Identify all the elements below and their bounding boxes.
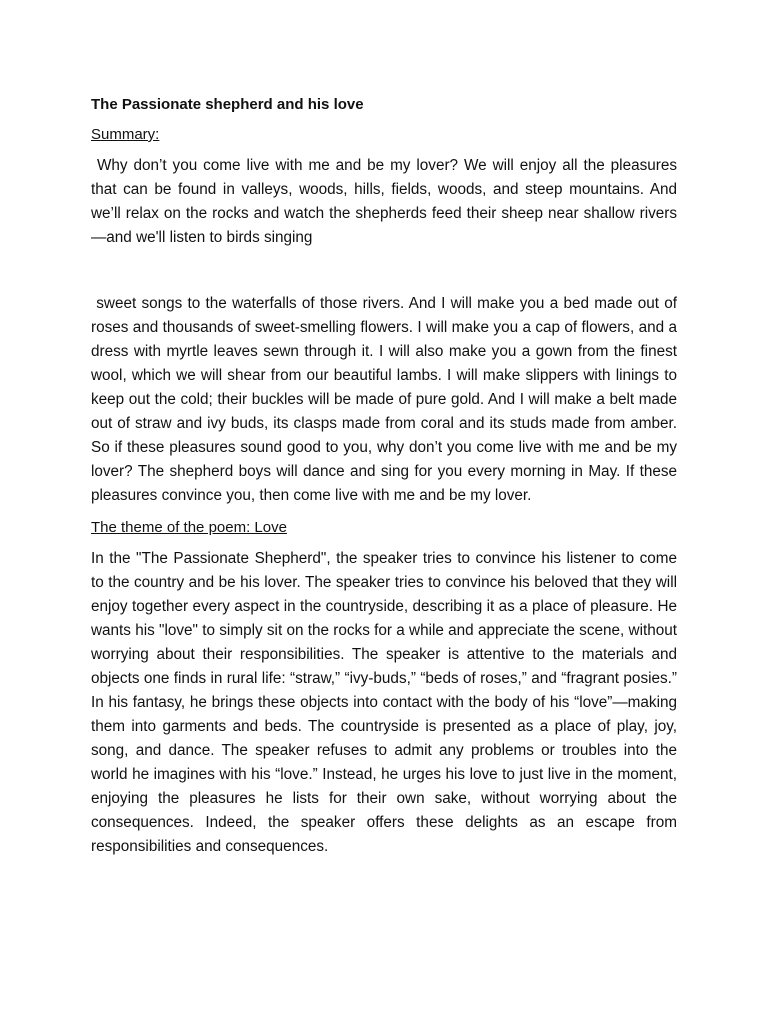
paragraph-gap xyxy=(91,250,677,292)
document-page xyxy=(91,93,682,859)
theme-heading: The theme of the poem: Love xyxy=(91,519,287,536)
theme-paragraph: In the "The Passionate Shepherd", the speaker tries to convince his listener to come to the country and be his lover. The speaker tries to convince his beloved that they will enjoy together every aspect in the countryside, describing it as a place of pleasure. He wants his "love" to simply sit on the rocks for a while and appreciate the scene, without worrying about their responsibilities. The speaker is attentive to the materials and objects one finds in rural life: “straw,” “ivy-buds,” “beds of roses,” and “fragrant posies.” In his fantasy, he brings these objects into contact with the body of his “love”—making them into garments and beds. The countryside is presented as a place of play, joy, song, and dance. The speaker refuses to admit any problems or troubles into the world he imagines with his “love.” Instead, he urges his love to just live in the moment, enjoying the pleasures he lists for their own sake, without worrying about the consequences. Indeed, the speaker offers these delights as an escape from responsibilities and consequences. xyxy=(91,550,677,855)
document-title: The Passionate shepherd and his love xyxy=(91,96,364,113)
summary-paragraph-2: sweet songs to the waterfalls of those rivers. And I will make you a bed made out of roses and thousands of sweet-smelling flowers. I will make you a cap of flowers, and a dress with myrtle leaves sewn through it. I will also make you a gown from the finest wool, which we will shear from our beautiful lambs. I will make slippers with linings to keep out the cold; their buckles will be made of pure gold. And I will make a belt made out of straw and ivy buds, its clasps made from coral and its studs made from amber. So if these pleasures sound good to you, why don’t you come live with me and be my lover? The shepherd boys will dance and sing for you every morning in May. If these pleasures convince you, then come live with me and be my lover. xyxy=(91,295,682,504)
summary-heading: Summary: xyxy=(91,126,160,143)
summary-paragraph-1: Why don’t you come live with me and be my lover? We will enjoy all the pleasures that can be found in valleys, woods, hills, fields, woods, and steep mountains. And we’ll relax on the rocks and watch the shepherds feed their sheep near shallow rivers—and we'll listen to birds singing xyxy=(91,157,682,246)
section-gap xyxy=(91,508,677,516)
